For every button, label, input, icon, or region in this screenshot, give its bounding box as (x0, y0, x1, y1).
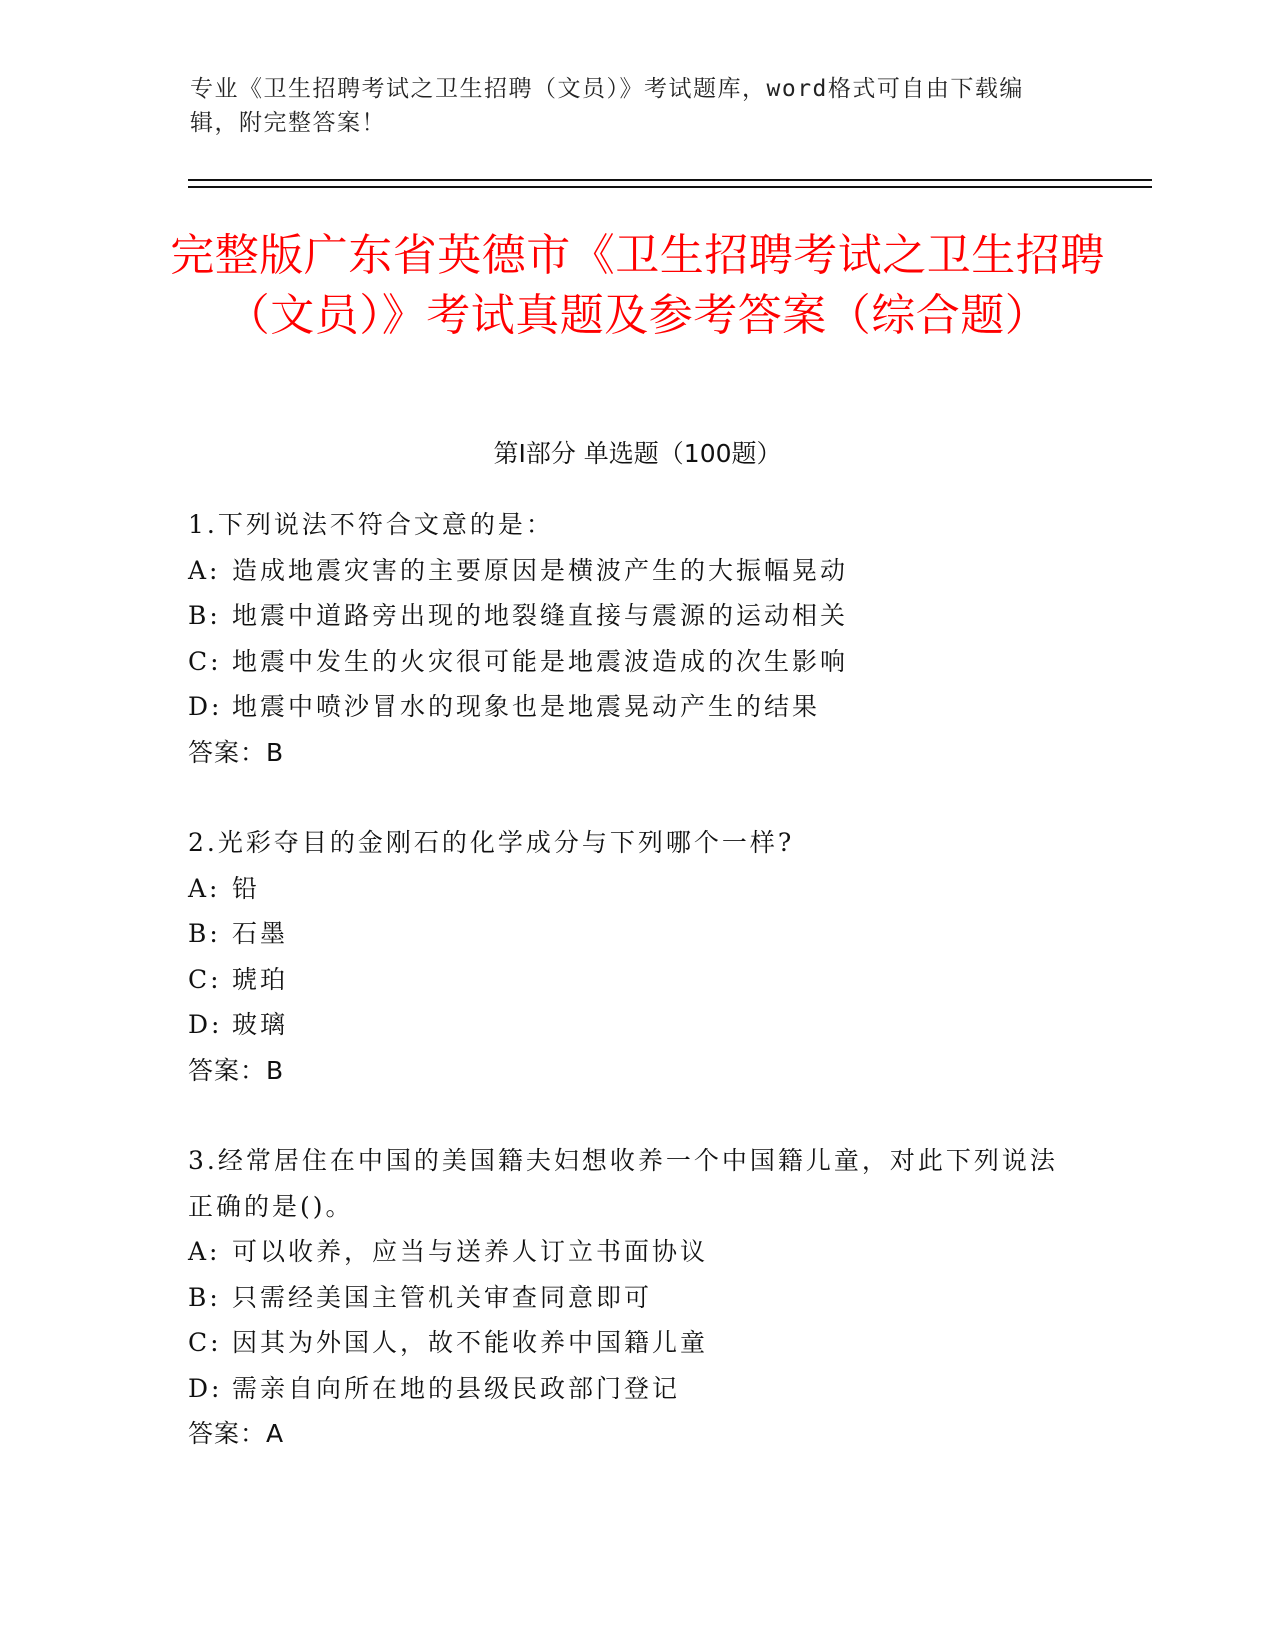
option-letter: D: (188, 1010, 223, 1039)
question-3 (188, 1138, 1088, 1457)
option-text: 只需经美国主管机关审查同意即可 (232, 1282, 653, 1312)
header-note: 专业《卫生招聘考试之卫生招聘（文员）》考试题库，word格式可自由下载编辑，附完整答案！ (190, 76, 1024, 136)
option-d (188, 1366, 1088, 1412)
option-text: 地震中发生的火灾很可能是地震波造成的次生影响 (232, 646, 849, 676)
option-a (188, 866, 1088, 912)
option-b (188, 1275, 1088, 1321)
option-c (188, 957, 1088, 1003)
section-title: 第Ⅰ部分 单选题（100题） (493, 439, 782, 468)
question-2 (188, 820, 1088, 1093)
header-rule-bottom (188, 186, 1152, 188)
option-text: 铅 (232, 873, 261, 903)
answer: 答案：B (188, 1055, 285, 1085)
option-b (188, 911, 1088, 957)
option-letter: A: (188, 555, 221, 585)
answer: 答案：B (188, 737, 285, 767)
option-letter: B: (188, 919, 221, 948)
question-stem: 1.下列说法不符合文意的是： (188, 510, 554, 539)
option-text: 需亲自向所在地的县级民政部门登记 (232, 1373, 681, 1403)
option-text: 地震中道路旁出现的地裂缝直接与震源的运动相关 (232, 601, 849, 630)
option-text: 石墨 (232, 919, 289, 948)
option-text: 因其为外国人，故不能收养中国籍儿童 (232, 1328, 709, 1357)
option-d (188, 1002, 1088, 1048)
option-letter: C: (188, 646, 222, 676)
option-a (188, 548, 1088, 594)
option-letter: C: (188, 1328, 222, 1357)
option-text: 玻璃 (232, 1010, 289, 1039)
option-letter: A: (188, 873, 221, 903)
option-text: 地震中喷沙冒水的现象也是地震晃动产生的结果 (232, 692, 821, 721)
option-text: 可以收养，应当与送养人订立书面协议 (232, 1237, 709, 1266)
option-b (188, 593, 1088, 639)
question-stem: 3.经常居住在中国的美国籍夫妇想收养一个中国籍儿童，对此下列说法正确的是()。 (188, 1146, 1058, 1221)
option-letter: D: (188, 692, 223, 721)
document-title: 完整版广东省英德市《卫生招聘考试之卫生招聘（文员）》考试真题及参考答案（综合题） (170, 230, 1105, 341)
option-letter: C: (188, 964, 222, 994)
option-d (188, 684, 1088, 730)
option-text: 造成地震灾害的主要原因是横波产生的大振幅晃动 (232, 555, 849, 585)
option-c (188, 1320, 1088, 1366)
option-text: 琥珀 (232, 964, 289, 994)
option-letter: A: (188, 1237, 221, 1266)
option-letter: D: (188, 1373, 223, 1403)
option-letter: B: (188, 601, 221, 630)
option-c (188, 639, 1088, 685)
question-stem: 2.光彩夺目的金刚石的化学成分与下列哪个一样? (188, 828, 795, 857)
header-rule-top (188, 179, 1152, 181)
option-letter: B: (188, 1282, 221, 1312)
option-a (188, 1229, 1088, 1275)
question-1 (188, 502, 1088, 775)
answer: 答案：A (188, 1419, 285, 1448)
